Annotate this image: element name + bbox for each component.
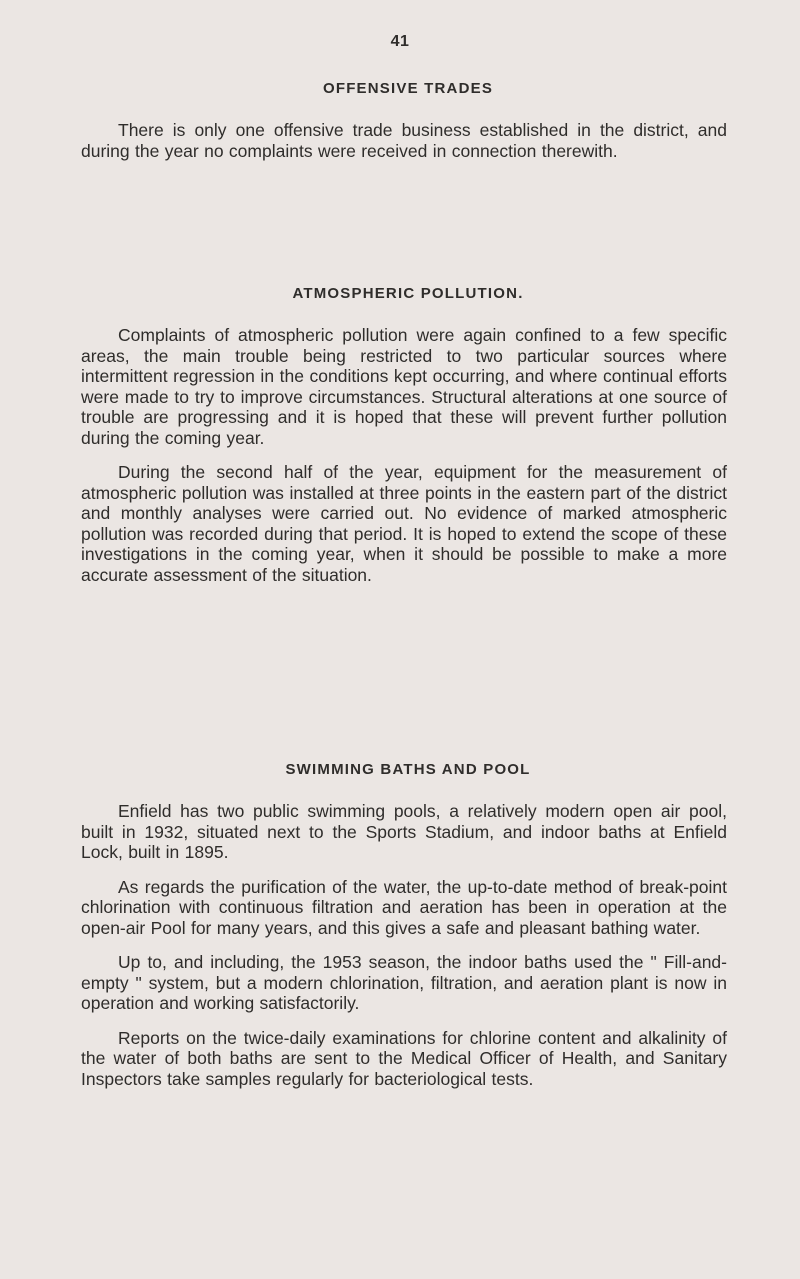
section-heading: SWIMMING BATHS AND POOL bbox=[285, 761, 531, 778]
section-heading: ATMOSPHERIC POLLUTION. bbox=[292, 285, 524, 302]
section-offensive-trades bbox=[81, 80, 727, 175]
paragraph: There is only one offensive trade business established in the district, and during the year no complaints were received in connection therewith. bbox=[81, 120, 727, 161]
paragraph: Complaints of atmospheric pollution were again confined to a few specific areas, the main trouble being restricted to two particular sources where intermittent regression in the conditions kept occurring, and where continual efforts were made to try to improve circumstances. Structural alterations at one source of trouble are progressing and it is hoped that these will prevent further pollution during the coming year. bbox=[81, 325, 727, 448]
paragraph: Up to, and including, the 1953 season, the indoor baths used the " Fill-and-empty " system, but a modern chlorination, filtration, and aeration plant is now in operation and working satisfactorily. bbox=[81, 952, 727, 1013]
paragraph: Reports on the twice-daily examinations for chlorine content and alkalinity of the water of both baths are sent to the Medical Officer of Health, and Sanitary Inspectors take samples regularly for bacteriological tests. bbox=[81, 1027, 727, 1089]
section-heading: OFFENSIVE TRADES bbox=[322, 80, 494, 97]
paragraph: Enfield has two public swimming pools, a relatively modern open air pool, built in 1932, situated next to the Sports Stadium, and indoor baths at Enfield Lock, built in 1895. bbox=[81, 801, 727, 862]
paragraph: As regards the purification of the water, the up-to-date method of break-point chlorination with continuous filtration and aeration has been in operation at the open-air Pool for many years, and this gives a safe and pleasant bathing water. bbox=[81, 876, 727, 938]
page-number: 41 bbox=[390, 33, 410, 50]
paragraph: During the second half of the year, equipment for the measurement of atmospheric pollution was installed at three points in the eastern part of the district and monthly analyses were carried out. No evidence of marked atmospheric pollution was recorded during that period. It is hoped to extend the scope of these investigations in the coming year, when it should be possible to make a more accurate assessment of the situation. bbox=[81, 462, 727, 585]
section-atmospheric-pollution bbox=[81, 285, 727, 599]
section-swimming-baths bbox=[81, 761, 727, 1103]
